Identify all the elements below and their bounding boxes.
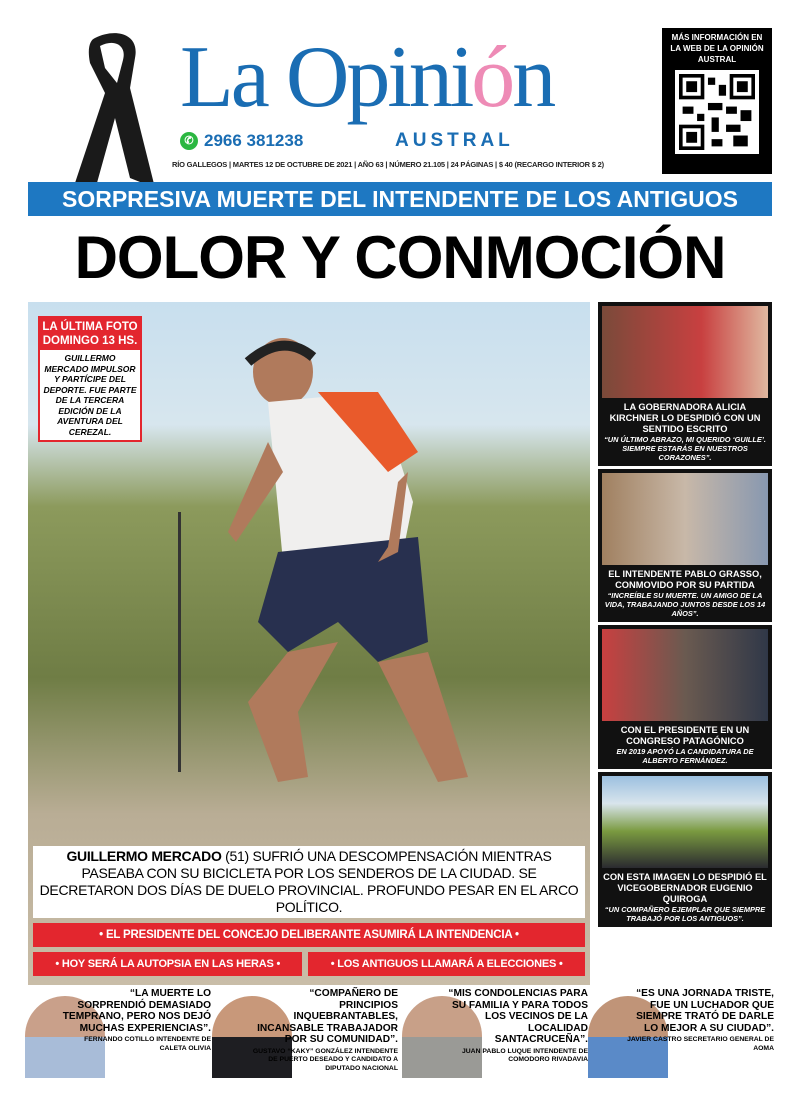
lower-story-block [33, 846, 585, 976]
side-column [598, 302, 772, 927]
logo-text: La Opinión [180, 29, 554, 126]
quote-block[interactable] [588, 988, 778, 1096]
summary-box [33, 846, 585, 918]
qr-code-icon [675, 70, 759, 154]
side-story[interactable] [598, 772, 772, 927]
whatsapp-phone[interactable] [180, 131, 303, 151]
phone-number: 2966 381238 [204, 131, 304, 150]
kicker-banner[interactable]: SORPRESIVA MUERTE DEL INTENDENTE DE LOS ANTIGUOS [28, 182, 772, 216]
qr-box[interactable] [662, 28, 772, 174]
side-quote: “UN COMPAÑERO EJEMPLAR QUE SIEMPRE TRABAJÓ POR LOS ANTIGUOS”. [604, 905, 766, 923]
side-photo [602, 473, 768, 565]
side-title: LA GOBERNADORA ALICIA KIRCHNER LO DESPIDIÓ CON UN SENTIDO ESCRITO [609, 402, 761, 434]
bullet-bar[interactable]: • LOS ANTIGUOS LLAMARÁ A ELECCIONES • [308, 952, 585, 976]
quote-text: “COMPAÑERO DE PRINCIPIOS INQUEBRANTABLES, INCANSABLE TRABAJADOR POR SU COMUNIDAD”. [257, 988, 398, 1045]
quote-author: FERNANDO COTILLO INTENDENTE DE CALETA OLIVIA [84, 1036, 211, 1052]
bullet-row [33, 952, 585, 976]
quote-author: GUSTAVO “KAKY” GONZÁLEZ INTENDENTE DE PUERTO DESEADO Y CANDIDATO A DIPUTADO NACIONAL [252, 1047, 398, 1072]
summary-text: (51) SUFRIÓ UNA DESCOMPENSACIÓN MIENTRAS PASEABA CON SU BICICLETA POR LOS SENDEROS DE LA CIUDAD. SE DECRETARON DOS DÍAS DE DUELO PROVINCIAL. PROFUNDO PESAR EN EL ARCO POLÍTICO. [39, 848, 579, 915]
photo-caption-title: LA ÚLTIMA FOTO DOMINGO 13 HS. [40, 318, 140, 350]
side-quote: EN 2019 APOYÓ LA CANDIDATURA DE ALBERTO FERNÁNDEZ. [616, 747, 754, 765]
side-title: CON EL PRESIDENTE EN UN CONGRESO PATAGÓNICO [620, 725, 750, 746]
qr-label: MÁS INFORMACIÓN EN LA WEB DE LA OPINIÓN AUSTRAL [670, 33, 764, 64]
newspaper-logo[interactable] [180, 30, 640, 128]
quote-block[interactable] [402, 988, 592, 1096]
side-title: CON ESTA IMAGEN LO DESPIDIÓ EL VICEGOBERNADOR EUGENIO QUIROGA [603, 872, 767, 904]
side-photo [602, 776, 768, 868]
trekking-pole [178, 512, 181, 772]
summary-name: GUILLERMO MERCADO [66, 848, 222, 864]
runner-figure [228, 322, 468, 782]
quote-text: “MIS CONDOLENCIAS PARA SU FAMILIA Y PARA TODOS LOS VECINOS DE LA LOCALIDAD SANTACRUCEÑA”. [448, 988, 588, 1045]
side-story[interactable] [598, 469, 772, 622]
side-photo [602, 629, 768, 721]
quote-author: JAVIER CASTRO SECRETARIO GENERAL DE AOMA [627, 1036, 774, 1052]
whatsapp-icon: ✆ [180, 132, 198, 150]
photo-caption-box [38, 316, 142, 442]
logo-subtitle: AUSTRAL [395, 130, 514, 151]
side-quote: “INCREÍBLE SU MUERTE. UN AMIGO DE LA VIDA, TRABAJANDO JUNTOS DESDE LOS 14 AÑOS”. [604, 591, 766, 618]
main-headline[interactable]: DOLOR Y CONMOCIÓN [74, 224, 726, 291]
edition-info: RÍO GALLEGOS | MARTES 12 DE OCTUBRE DE 2021 | AÑO 63 | NÚMERO 21.105 | 24 PÁGINAS | $ 40 (RECARGO INTERIOR $ 2) [172, 160, 604, 169]
quote-text: “LA MUERTE LO SORPRENDIÓ DEMASIADO TEMPRANO, PERO NOS DEJÓ MUCHAS EXPERIENCIAS”. [62, 988, 211, 1034]
quote-text: “ES UNA JORNADA TRISTE, FUE UN LUCHADOR QUE SIEMPRE TRATÓ DE DARLE LO MEJOR A SU CIUDAD”. [636, 988, 774, 1034]
side-story[interactable] [598, 302, 772, 466]
bullet-bar[interactable]: • HOY SERÁ LA AUTOPSIA EN LAS HERAS • [33, 952, 302, 976]
quote-author: JUAN PABLO LUQUE INTENDENTE DE COMODORO RIVADAVIA [461, 1047, 588, 1063]
mourning-ribbon-icon [55, 28, 165, 208]
side-photo [602, 306, 768, 398]
photo-caption-body: GUILLERMO MERCADO IMPULSOR Y PARTÍCIPE DEL DEPORTE. FUE PARTE DE LA TERCERA EDICIÓN DE LA AVENTURA DEL CEREZAL. [43, 353, 137, 437]
side-title: EL INTENDENTE PABLO GRASSO, CONMOVIDO POR SU PARTIDA [608, 569, 762, 590]
quote-block[interactable] [212, 988, 402, 1096]
side-quote: “UN ÚLTIMO ABRAZO, MI QUERIDO ‘GUILLE’. SIEMPRE ESTARÁS EN NUESTROS CORAZONES”. [604, 435, 766, 462]
quote-block[interactable] [25, 988, 215, 1096]
bullet-bar[interactable]: • EL PRESIDENTE DEL CONCEJO DELIBERANTE ASUMIRÁ LA INTENDENCIA • [33, 923, 585, 947]
side-story[interactable] [598, 625, 772, 769]
